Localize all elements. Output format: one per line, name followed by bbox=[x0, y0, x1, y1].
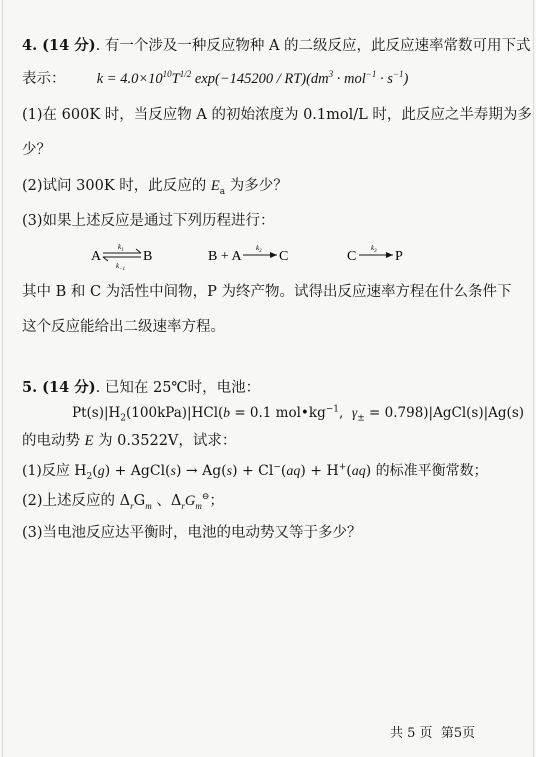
q4-heading-text: . 有一个涉及一种反应物种 A 的二级反应，此反应速率常数可用下式 bbox=[95, 38, 531, 54]
q5-heading bbox=[22, 379, 260, 397]
svg-text:C: C bbox=[347, 249, 357, 264]
q4-number: 4. (14 分) bbox=[22, 37, 96, 54]
q5-number: 5. (14 分) bbox=[22, 379, 96, 396]
q5-heading-text: . 已知在 25℃时，电池： bbox=[95, 380, 261, 396]
q5-emf-line: 的电动势 E 为 0.3522V，试求： bbox=[22, 433, 237, 449]
q4-rate-expression bbox=[22, 70, 408, 88]
svg-text:P: P bbox=[395, 249, 403, 264]
svg-text:k2: $k_2$ bbox=[256, 244, 262, 254]
right-scan-edge bbox=[533, 0, 534, 757]
current-page: 第5页 bbox=[440, 726, 476, 741]
q5-part1: (1)反应 $H_2(g)$ + AgCl(s) → Ag(s) + Cl−(aq) + H+(aq) 的标准平衡常数； bbox=[22, 462, 488, 482]
q4-part2: (2)试问 300K 时，此反应的 $E_a$ 为多少？ bbox=[22, 178, 288, 197]
svg-text:B: B bbox=[143, 249, 153, 264]
q5-part3: (3)当电池反应达平衡时，电池的电动势又等于多少？ bbox=[22, 525, 362, 541]
total-pages: 共 5 页 bbox=[390, 726, 433, 741]
svg-text:k−1: $k_{-1}$ bbox=[116, 262, 125, 272]
page-footer bbox=[390, 722, 475, 741]
q4-part1-line1: (1)在 600K 时，当反应物 A 的初始浓度为 0.1mol/L 时，此反应之半寿期为多 bbox=[22, 107, 532, 123]
svg-text:B + A: B + A bbox=[208, 249, 242, 264]
left-scan-edge bbox=[2, 0, 3, 757]
q4-conclusion-line2: 这个反应能给出二级速率方程。 bbox=[22, 319, 225, 335]
q4-expr-label: 表示： bbox=[22, 71, 66, 87]
q4-part1-line2: 少？ bbox=[22, 142, 51, 158]
svg-text:k1: $k_1$ bbox=[118, 243, 124, 253]
q4-part3: (3)如果上述反应是通过下列历程进行： bbox=[22, 213, 275, 229]
q5-part2: (2)上述反应的 $\Delta_rG_m$ 、$\Delta_rG_m^⊖$； bbox=[22, 492, 224, 511]
rate-formula: $k = 4.0\times 10^{10}T^{1/2}$ $\exp(-145200 / RT)(dm^3 \cdot mol^{-1} \cdot s^{-1})$ bbox=[96, 69, 409, 87]
svg-text:C: C bbox=[279, 249, 289, 264]
svg-text:k3: $k_3$ bbox=[371, 244, 377, 254]
mechanism-arrows bbox=[0, 238, 536, 278]
q5-cell-notation: $Pt(s)|H_2(100kPa)|HCl(b = 0.1$ $mol•kg^{-1}$, $\gamma_\pm$ = 0.798)|AgCl(s)|Ag(s) bbox=[72, 404, 525, 424]
svg-text:A: A bbox=[91, 249, 102, 264]
q4-conclusion-line1: 其中 B 和 C 为活性中间物，P 为终产物。试得出反应速率方程在什么条件下 bbox=[22, 284, 512, 300]
q4-heading bbox=[22, 37, 531, 55]
